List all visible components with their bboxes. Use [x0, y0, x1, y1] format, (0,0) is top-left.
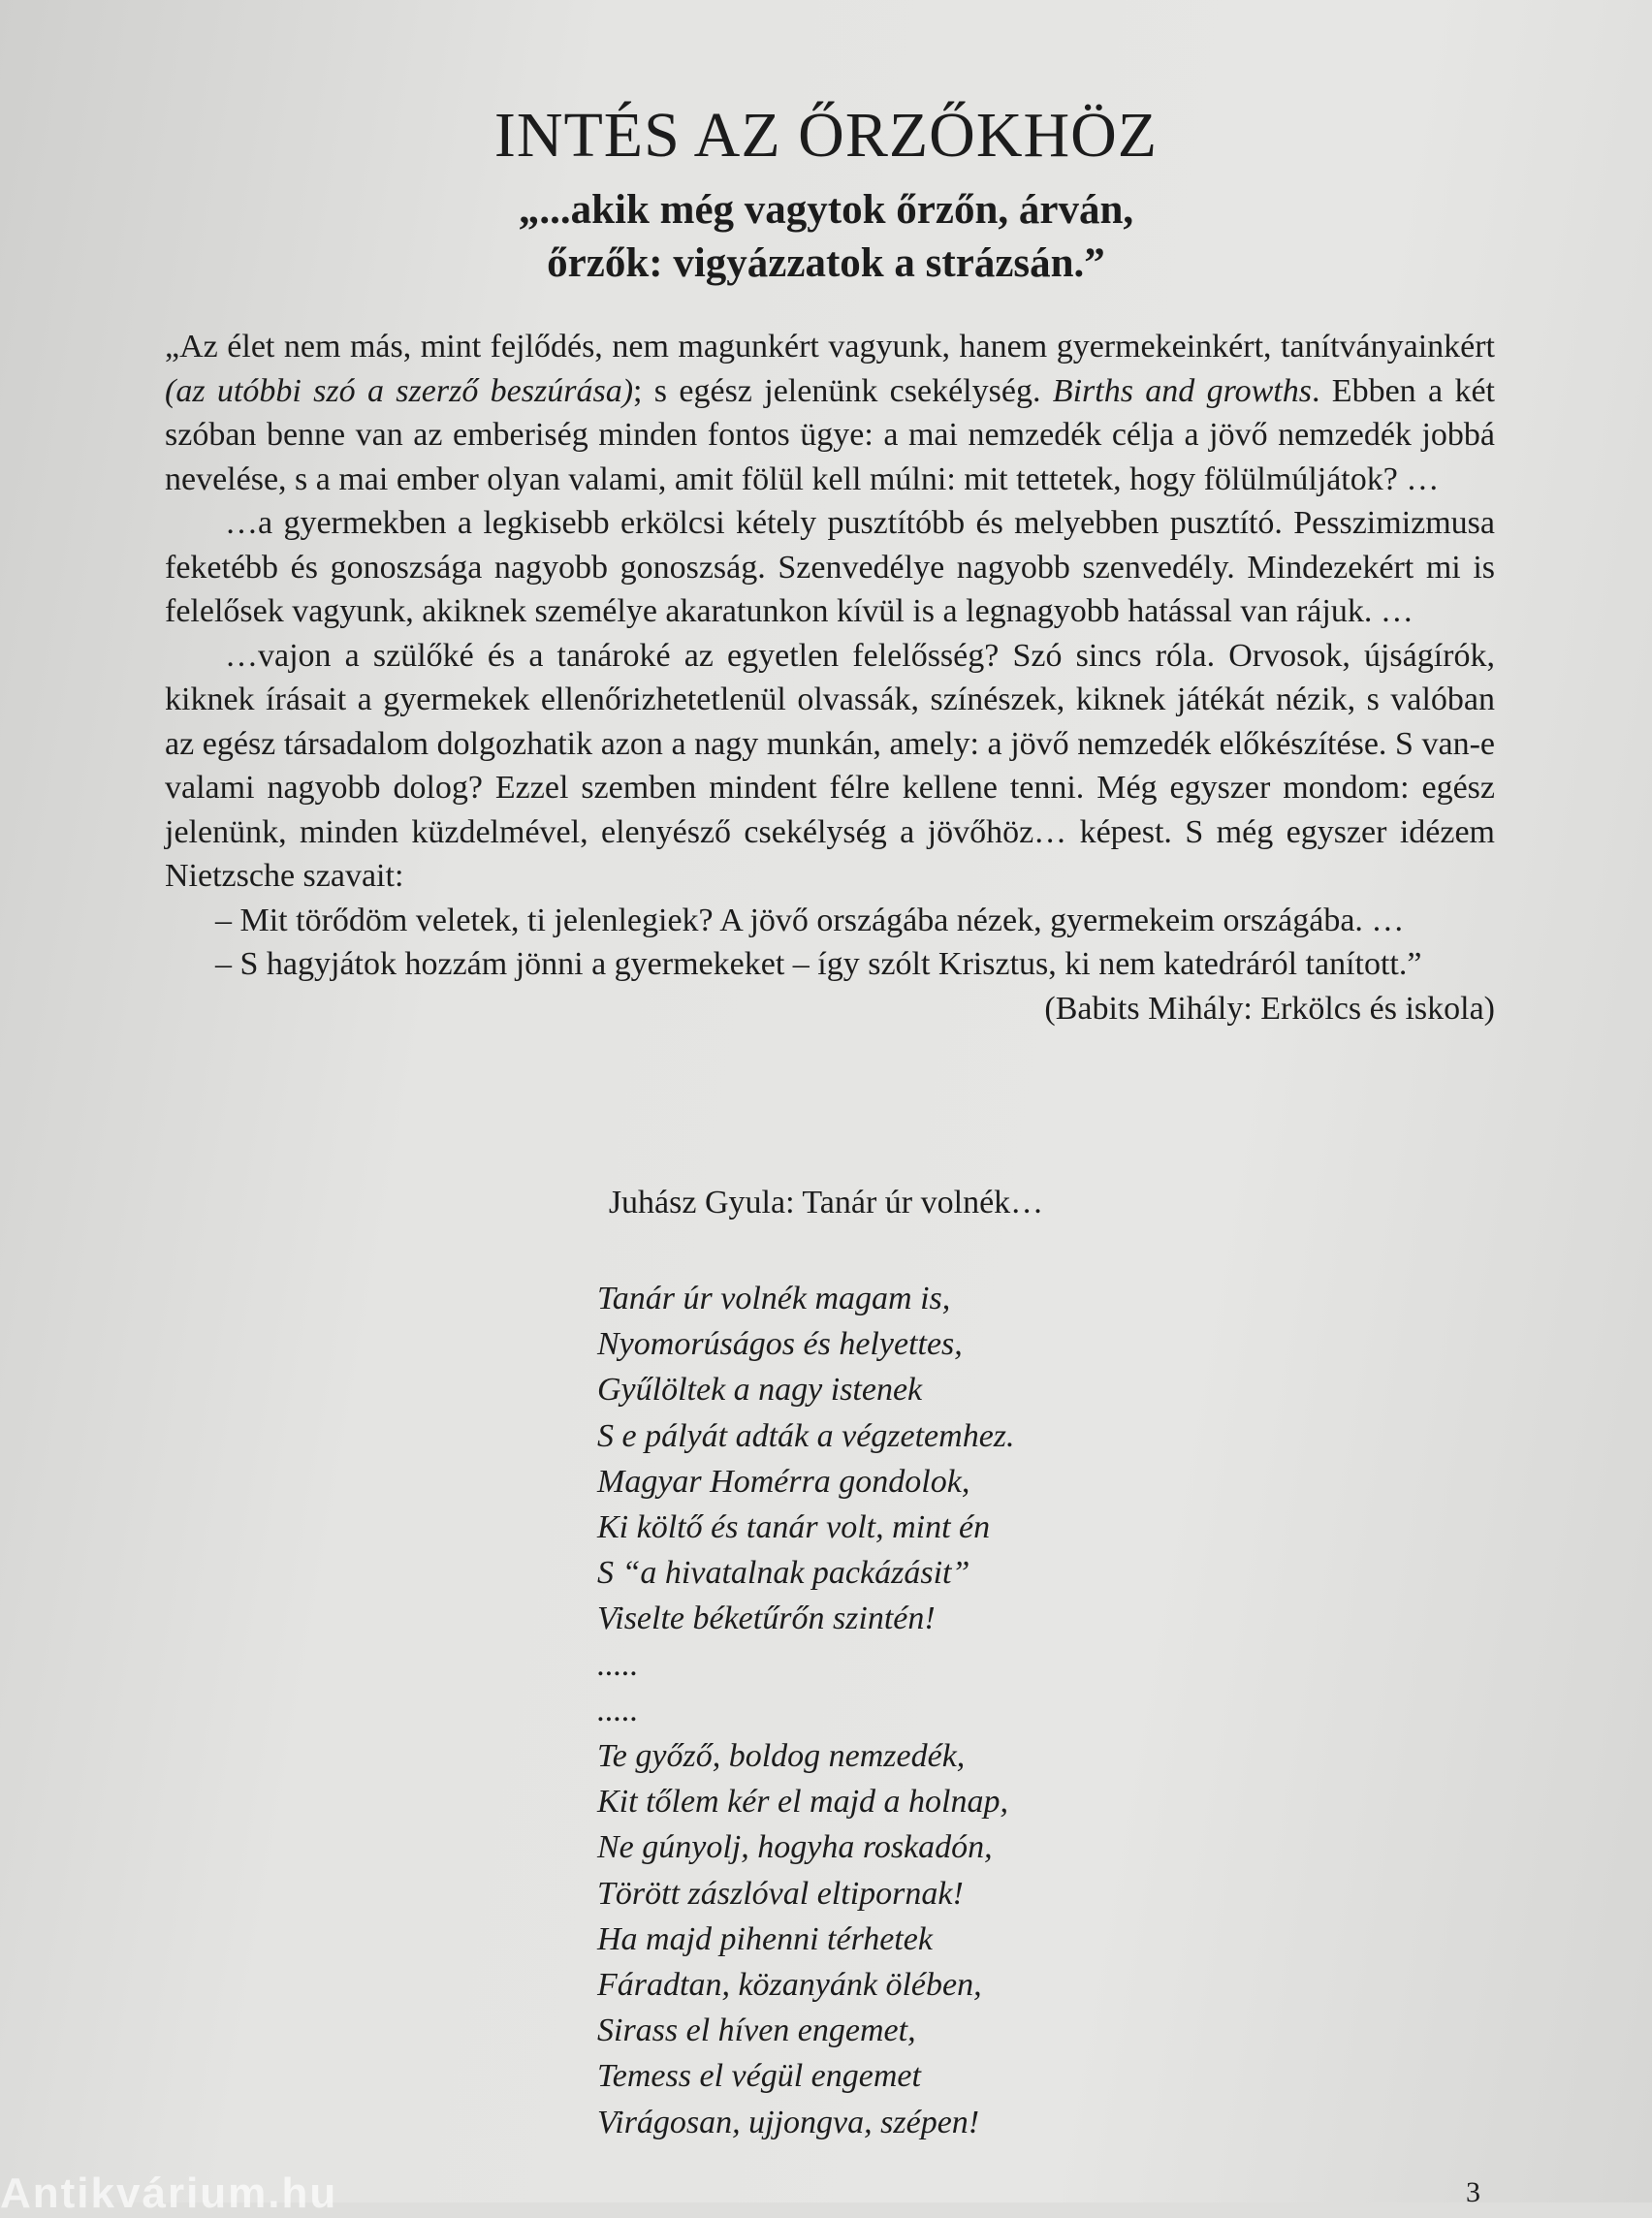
poem-title: Juhász Gyula: Tanár úr volnék…	[608, 1185, 1044, 1220]
poem-line: S “a hivatalnak packázásit”	[597, 1555, 970, 1592]
poem-line: Viselte béketűrőn szintén!	[597, 1600, 936, 1637]
poem-line: Sirass el híven engemet,	[597, 2012, 916, 2049]
poem-line: Törött zászlóval eltipornak!	[597, 1875, 964, 1912]
essay-paragraph-2: …a gyermekben a legkisebb erkölcsi kétely pusztítóbb és melyebben pusztító. Pesszimizmusa feketébb és gonoszsága nagyobb gonoszság. Szenvedélye nagyobb szenvedély. Mindezekért mi is felelősek vagyunk, akiknek személye akaratunkon kívül is a legnagyobb hatással van rájuk. …	[165, 505, 1495, 629]
essay-paragraph-3: …vajon a szülőké és a tanároké az egyetlen felelősség? Szó sincs róla. Orvosok, újságírók, kiknek írásait a gyermekek ellenőrizhetetlenül olvassák, színészek, kiknek játékát nézik, s valóban az egész társadalom dolgozhatik azon a nagy munkán, amely: a jövő nemzedék előkészítése. S van-e valami nagyobb dolog? Ezzel szemben mindent félre kellene tenni. Még egyszer mondom: egész jelenünk, minden küzdelmével, elenyésző csekélység a jövőhöz… képest. S még egyszer idézem Nietzsche szavait:	[165, 637, 1495, 894]
poem-line: .....	[597, 1692, 639, 1728]
poem-line: Gyűlöltek a nagy istenek	[597, 1372, 923, 1409]
motto-line-1: „...akik még vagytok őrzőn, árván,	[518, 187, 1134, 233]
poem-line: Fáradtan, közanyánk ölében,	[597, 1967, 982, 2004]
poem	[597, 1276, 1015, 2145]
essay-quote	[165, 325, 1495, 1030]
poem-line: Virágosan, ujjongva, szépen!	[597, 2104, 980, 2140]
essay-source: (Babits Mihály: Erkölcs és iskola)	[1044, 990, 1495, 1027]
poem-line: Nyomorúságos és helyettes,	[597, 1326, 963, 1363]
essay-paragraph-1: „Az élet nem más, mint fejlődés, nem magunkért vagyunk, hanem gyermekeinkért, tanítványainkért (az utóbbi szó a szerző beszúrása); s egész jelenünk csekélység. Births and growths. Ebben a két szóban benne van az emberiség minden fontos ügye: a mai nemzedék célja a jövő nemzedék jobbá nevelése, s a mai ember olyan valami, amit fölül kell múlni: mit tettetek, hogy fölülmúljátok? …	[165, 329, 1495, 497]
page-number: 3	[1466, 2176, 1480, 2208]
poem-line: Tanár úr volnék magam is,	[597, 1281, 951, 1316]
poem-line: Ne gúnyolj, hogyha roskadón,	[597, 1829, 993, 1866]
poem-line: S e pályát adták a végzetemhez.	[597, 1417, 1015, 1454]
poem-line: Ha majd pihenni térhetek	[597, 1920, 933, 1957]
poem-line: Te győző, boldog nemzedék,	[597, 1738, 966, 1775]
poem-line: Temess el végül engemet	[597, 2058, 921, 2095]
motto	[0, 184, 1652, 290]
motto-line-2: őrzők: vigyázzatok a strázsán.”	[547, 239, 1105, 286]
poem-line: Magyar Homérra gondolok,	[597, 1463, 970, 1500]
page-title: INTÉS AZ ŐRZŐKHÖZ	[493, 100, 1159, 172]
poem-line: .....	[597, 1646, 639, 1683]
watermark: Antikvárium.hu	[0, 2170, 338, 2217]
essay-quote-line-1: – Mit törődöm veletek, ti jelenlegiek? A jövő országába nézek, gyermekeim országába. …	[215, 902, 1405, 938]
essay-quote-line-2: – S hagyjátok hozzám jönni a gyermekeket – így szólt Krisztus, ki nem katedráról tanított.”	[215, 946, 1422, 982]
poem-line: Ki költő és tanár volt, mint én	[597, 1509, 991, 1546]
poem-line: Kit tőlem kér el majd a holnap,	[597, 1784, 1009, 1821]
